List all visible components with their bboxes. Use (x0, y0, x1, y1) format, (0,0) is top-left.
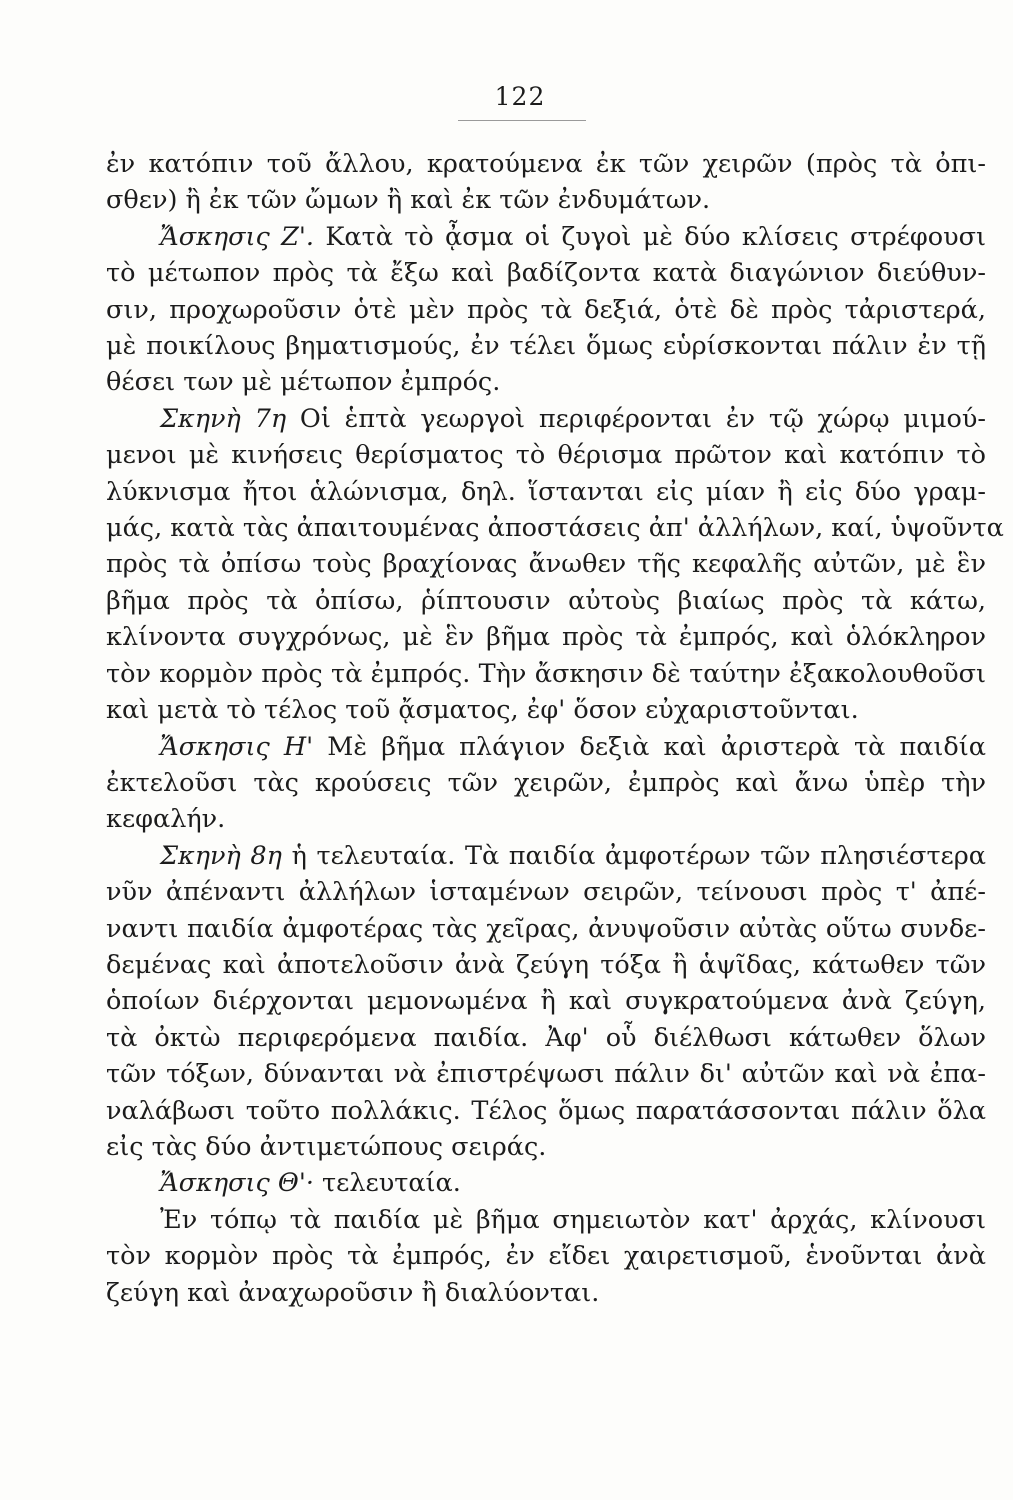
exercise-heading: Ἄσκησις Η' (160, 731, 314, 762)
text-line: θέσει των μὲ μέτωπον ἐμπρός. (106, 367, 501, 398)
text-line: μὲ ποικίλους βηματισμούς, ἐν τέλει ὅμως εὑρίσκονται πάλιν ἐν τῇ (106, 331, 986, 362)
text-line: τὸν κορμὸν πρὸς τὰ ἐμπρός. Τὴν ἄσκησιν δὲ ταύτην ἐξακολουθοῦσι (106, 658, 986, 689)
text-line: τὰ ὀκτὼ περιφερόμενα παιδία. Ἀφ' οὗ διέλθωσι κάτωθεν ὅλων (106, 1022, 986, 1053)
text-line: ἐν κατόπιν τοῦ ἄλλου, κρατούμενα ἐκ τῶν χειρῶν (πρὸς τὰ ὀπι- (106, 149, 986, 179)
text-line: μάς, κατὰ τὰς ἀπαιτουμένας ἀποστάσεις ἀπ' ἀλλήλων, καί, ὑψοῦντα (106, 513, 1004, 544)
text-fragment: Κατὰ τὸ ᾆσμα οἱ ζυγοὶ μὲ δύο κλίσεις στρέφουσι (313, 221, 987, 252)
text-line: νῦν ἀπέναντι ἀλλήλων ἱσταμένων σειρῶν, τείνουσι πρὸς τ' ἀπέ- (106, 877, 986, 908)
text-line: πρὸς τὰ ὀπίσω τοὺς βραχίονας ἄνωθεν τῆς κεφαλῆς αὐτῶν, μὲ ἓν (106, 549, 986, 580)
text-line: κλίνοντα συγχρόνως, μὲ ἓν βῆμα πρὸς τὰ ἐμπρός, καὶ ὁλόκληρον (106, 622, 986, 653)
text-line: ναλάβωσι τοῦτο πολλάκις. Τέλος ὅμως παρατάσσονται πάλιν ὅλα (106, 1095, 986, 1126)
text-line: σθεν) ἢ ἐκ τῶν ὤμων ἢ καὶ ἐκ τῶν ἐνδυμάτων. (106, 185, 711, 216)
scene-heading: Σκηνὴ 8η (160, 840, 282, 871)
text-line: τὸν κορμὸν πρὸς τὰ ἐμπρός, ἐν εἴδει χαιρετισμοῦ, ἑνοῦνται ἀνὰ (106, 1241, 986, 1272)
text-line: ναντι παιδία ἀμφοτέρας τὰς χεῖρας, ἀνυψοῦσιν αὐτὰς οὕτω συνδε- (106, 913, 986, 944)
text-line (106, 1165, 986, 1201)
text-line (106, 729, 986, 765)
page-number: 122 (494, 82, 546, 111)
text-line: τὸ μέτωπον πρὸς τὰ ἔξω καὶ βαδίζοντα κατὰ διαγώνιον διεύθυν- (106, 258, 986, 289)
scene-heading: Σκηνὴ 7η (160, 403, 287, 434)
text-fragment: Οἱ ἑπτὰ γεωργοὶ περιφέρονται ἐν τῷ χώρῳ μιμού- (286, 403, 986, 434)
text-line (106, 219, 986, 255)
text-fragment: Μὲ βῆμα πλάγιον δεξιὰ καὶ ἀριστερὰ τὰ παιδία (313, 731, 986, 762)
exercise-heading: Ἄσκησις Θ'· (160, 1168, 314, 1199)
text-line: λύκνισμα ἤτοι ἁλώνισμα, δηλ. ἵστανται εἰς μίαν ἢ εἰς δύο γραμ- (106, 476, 986, 507)
text-line: καὶ μετὰ τὸ τέλος τοῦ ᾄσματος, ἐφ' ὅσον εὐχαριστοῦνται. (106, 695, 859, 726)
page-number-rule (458, 120, 586, 121)
text-line: εἰς τὰς δύο ἀντιμετώπους σειράς. (106, 1131, 547, 1162)
text-line: ζεύγη καὶ ἀναχωροῦσιν ἢ διαλύονται. (106, 1277, 600, 1308)
text-line: μενοι μὲ κινήσεις θερίσματος τὸ θέρισμα πρῶτον καὶ κατόπιν τὸ (106, 440, 986, 471)
text-line: δεμένας καὶ ἀποτελοῦσιν ἀνὰ ζεύγη τόξα ἢ ἁψῖδας, κάτωθεν τῶν (106, 949, 986, 980)
text-fragment: τελευταία. (313, 1168, 461, 1199)
text-line: ὁποίων διέρχονται μεμονωμένα ἢ καὶ συγκρατούμενα ἀνὰ ζεύγη, (106, 986, 986, 1017)
text-fragment: ἡ τελευταία. Τὰ παιδία ἀμφοτέρων τῶν πλησιέστερα (281, 840, 986, 871)
text-line: ἐκτελοῦσι τὰς κρούσεις τῶν χειρῶν, ἐμπρὸς καὶ ἄνω ὑπὲρ τὴν (106, 767, 986, 798)
text-line (106, 401, 986, 437)
exercise-heading: Ἄσκησις Ζ'. (160, 221, 314, 252)
text-line (106, 838, 986, 874)
body-text (106, 146, 1004, 1311)
text-line: βῆμα πρὸς τὰ ὀπίσω, ῥίπτουσιν αὐτοὺς βιαίως πρὸς τὰ κάτω, (106, 585, 986, 616)
text-line: κεφαλήν. (106, 804, 226, 835)
text-line: Ἐν τόπῳ τὰ παιδία μὲ βῆμα σημειωτὸν κατ' ἀρχάς, κλίνουσι (160, 1204, 986, 1235)
text-line: τῶν τόξων, δύνανται νὰ ἐπιστρέψωσι πάλιν δι' αὐτῶν καὶ νὰ ἐπα- (106, 1059, 986, 1090)
text-line: σιν, προχωροῦσιν ὁτὲ μὲν πρὸς τὰ δεξιά, ὁτὲ δὲ πρὸς τἀριστερά, (106, 294, 986, 325)
